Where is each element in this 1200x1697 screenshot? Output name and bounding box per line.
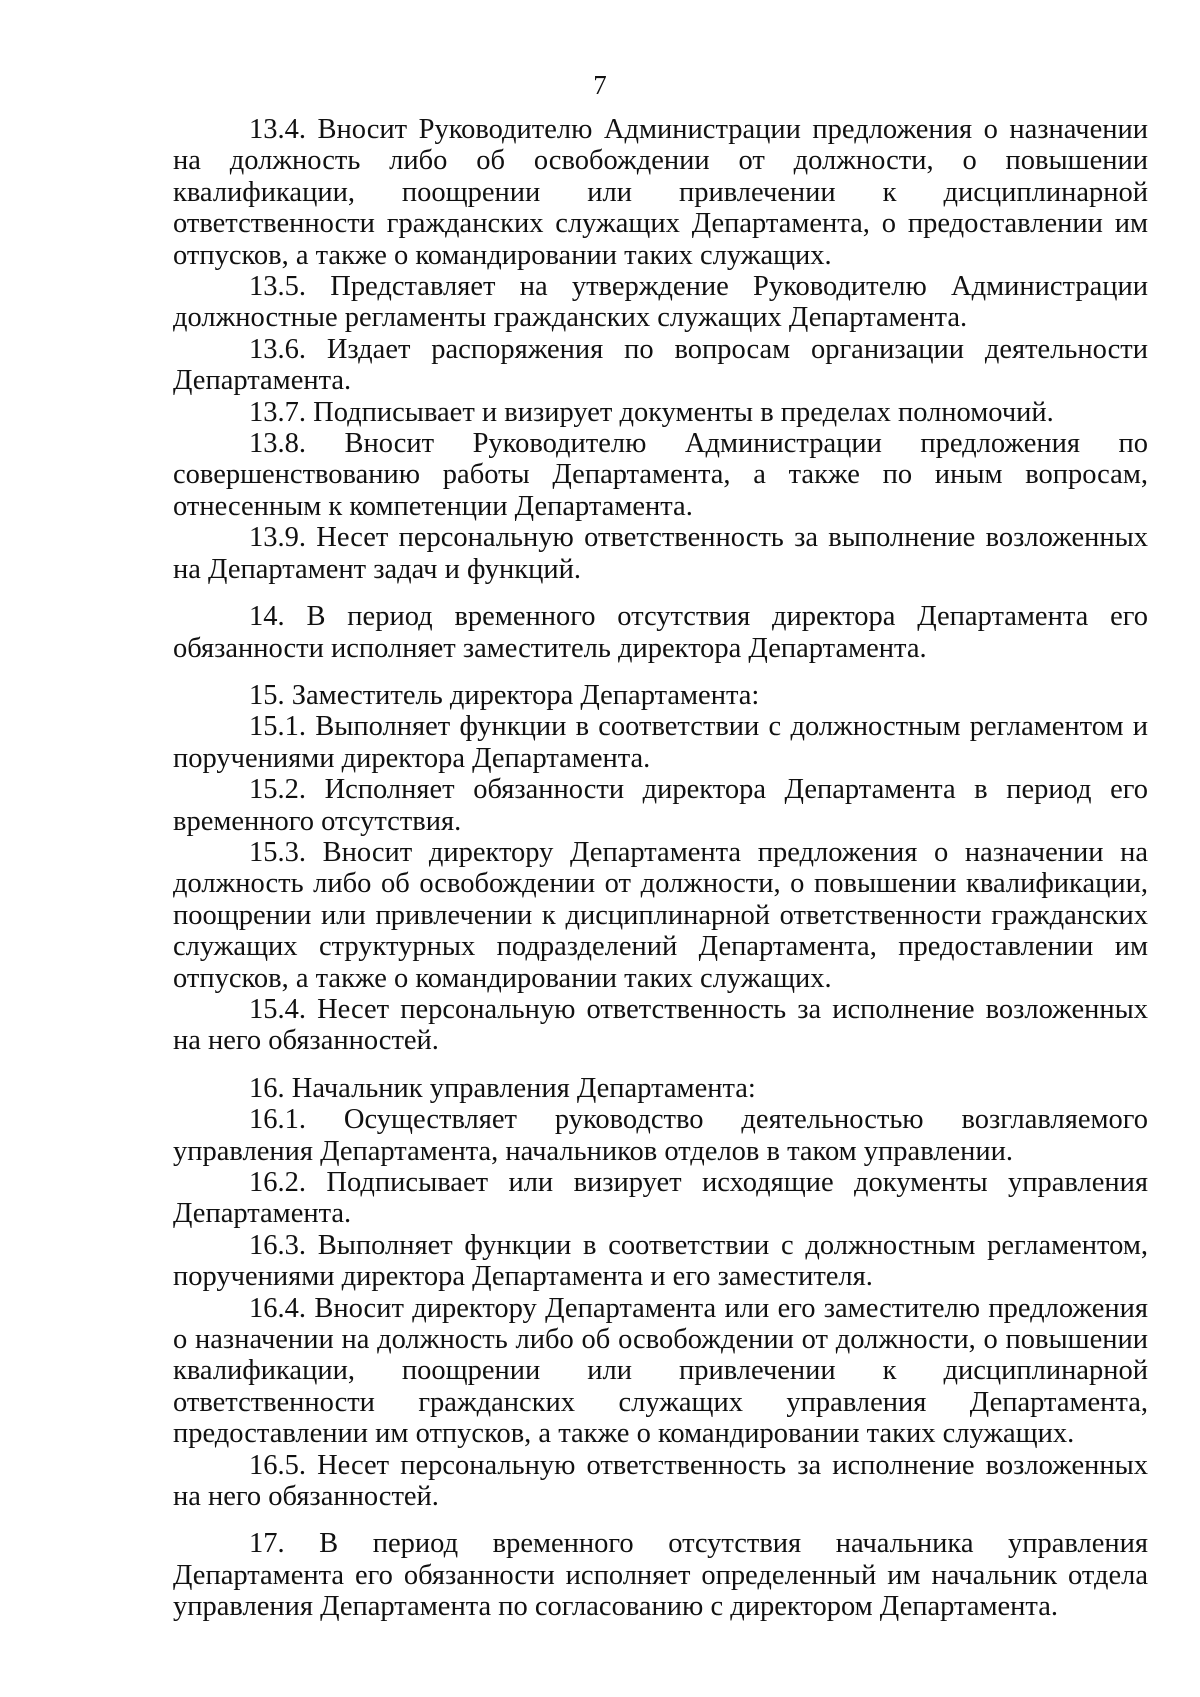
paragraph-15-2: 15.2. Исполняет обязанности директора Департамента в период его временного отсутствия. [173,774,1148,837]
paragraph-15-1: 15.1. Выполняет функции в соответствии с должностным регламентом и поручениями директора Департамента. [173,711,1148,774]
paragraph-16-2: 16.2. Подписывает или визирует исходящие документы управления Департамента. [173,1167,1148,1230]
page-number: 7 [593,70,607,100]
paragraph-13-8: 13.8. Вносит Руководителю Администрации предложения по совершенствованию работы Департамента, а также по иным вопросам, отнесенным к компетенции Департамента. [173,428,1148,522]
paragraph-14: 14. В период временного отсутствия директора Департамента его обязанности исполняет заместитель директора Департамента. [173,601,1148,664]
paragraph-17: 17. В период временного отсутствия начальника управления Департамента его обязанности исполняет определенный им начальник отдела управления Департамента по согласованию с директором Департамента. [173,1528,1148,1623]
paragraph-16-5: 16.5. Несет персональную ответственность за исполнение возложенных на него обязанностей. [173,1449,1148,1513]
paragraph-13-9: 13.9. Несет персональную ответственность за выполнение возложенных на Департамент задач и функций. [173,522,1148,585]
paragraph-15-4: 15.4. Несет персональную ответственность за исполнение возложенных на него обязанностей. [173,993,1148,1057]
paragraph-13-7: 13.7. Подписывает и визирует документы в пределах полномочий. [249,396,1054,428]
paragraph-13-4: 13.4. Вносит Руководителю Администрации предложения о назначении на должность либо об освобождении от должности, о повышении квалификации, поощрении или привлечении к дисциплинарной ответственности гражданских служащих Департамента, о предоставлении им отпусков, а также о командировании таких служащих. [173,114,1148,271]
paragraph-16-4: 16.4. Вносит директору Департамента или его заместителю предложения о назначении на должность либо об освобождении от должности, о повышении квалификации, поощрении или привлечении к дисциплинарной ответственности гражданских служащих управления Департамента, предоставлении им отпусков, а также о командировании таких служащих. [173,1292,1148,1450]
paragraph-16: 16. Начальник управления Департамента: [249,1072,756,1104]
paragraph-16-3: 16.3. Выполняет функции в соответствии с должностным регламентом, поручениями директора Департамента и его заместителя. [173,1229,1148,1293]
paragraph-15-3: 15.3. Вносит директору Департамента предложения о назначении на должность либо об освобождении от должности, о повышении квалификации, поощрении или привлечении к дисциплинарной ответственности гражданских служащих структурных подразделений Департамента, предоставлении им отпусков, а также о командировании таких служащих. [173,836,1148,994]
paragraph-13-5: 13.5. Представляет на утверждение Руководителю Администрации должностные регламенты гражданских служащих Департамента. [173,271,1148,334]
document-body [173,114,1148,1623]
paragraph-16-1: 16.1. Осуществляет руководство деятельностью возглавляемого управления Департамента, начальников отделов в таком управлении. [173,1104,1148,1167]
paragraph-13-6: 13.6. Издает распоряжения по вопросам организации деятельности Департамента. [173,333,1148,397]
paragraph-15: 15. Заместитель директора Департамента: [249,679,760,711]
